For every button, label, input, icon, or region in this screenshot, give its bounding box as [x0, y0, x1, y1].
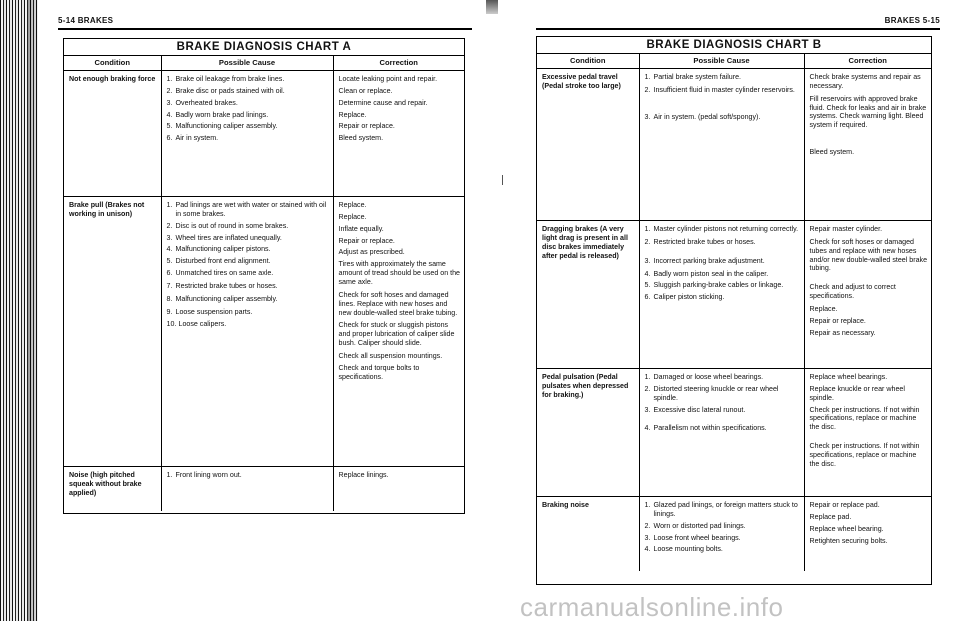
- table-row: [537, 497, 931, 571]
- table-row: [537, 369, 931, 497]
- cause-number: 4.: [644, 545, 651, 554]
- watermark-text: carmanualsonline.info: [520, 592, 784, 622]
- cause-text: Disturbed front end alignment.: [175, 257, 271, 266]
- correction-item: Bleed system.: [338, 134, 384, 143]
- cause-item: [645, 385, 800, 403]
- correction-item: Tires with approximately the same amount of tread should be used on the same axle.: [338, 260, 460, 287]
- correction-item: Check and adjust to correct specifications.: [809, 283, 896, 301]
- correction-cell: [333, 467, 464, 511]
- correction-item: Check for stuck or sluggish pistons and proper lubrication of caliper slide bush. Caliper should slide.: [338, 321, 455, 348]
- cause-item: [167, 295, 329, 304]
- chart-a-header-row: [64, 56, 464, 71]
- correction-cell: [804, 497, 931, 571]
- cause-number: 5.: [644, 281, 651, 290]
- correction-item: Repair or replace.: [338, 122, 395, 131]
- cause-text: Caliper piston sticking.: [653, 293, 725, 302]
- cause-text: Restricted brake tubes or hoses.: [653, 237, 756, 246]
- cause-item: [167, 257, 329, 266]
- cause-number: 2.: [644, 521, 651, 530]
- cause-text: Disc is out of round in some brakes.: [175, 221, 289, 230]
- cause-text: Brake disc or pads stained with oil.: [175, 86, 285, 95]
- cause-item: [645, 424, 800, 433]
- cause-text: Pad linings are wet with water or stained with oil in some brakes.: [175, 201, 327, 218]
- correction-item: Check per instructions. If not within specifications, replace or machine the disc.: [809, 442, 920, 468]
- cause-item: [167, 471, 329, 480]
- cause-item: [645, 406, 800, 415]
- possible-cause-column-header: Possible Cause: [639, 54, 804, 69]
- cause-number: 3.: [644, 533, 651, 542]
- correction-item: Determine cause and repair.: [338, 98, 428, 107]
- possible-cause-cell: [161, 197, 333, 467]
- cause-number: 6.: [166, 134, 173, 143]
- cause-item: [167, 99, 329, 108]
- correction-item: Check brake systems and repair as necessary.: [809, 73, 921, 90]
- possible-cause-cell: [639, 369, 804, 497]
- chart-a-title: BRAKE DIAGNOSIS CHART A: [64, 39, 464, 56]
- correction-item: Replace.: [338, 201, 367, 209]
- cause-item: [167, 234, 329, 243]
- cause-number: 10.: [166, 319, 177, 328]
- brake-diagnosis-chart-b: [536, 36, 932, 585]
- correction-item: Replace wheel bearing.: [809, 524, 884, 533]
- cause-item: [645, 225, 800, 234]
- cause-number: 1.: [166, 471, 173, 479]
- correction-item: Fill reservoirs with approved brake fluid. Check for leaks and air in brake systems. Check warning light. Bleed system if required.: [809, 94, 927, 130]
- correction-cell: [804, 221, 931, 369]
- correction-cell: [333, 71, 464, 197]
- condition-column-header: Condition: [537, 54, 639, 69]
- correction-item: Repair as necessary.: [809, 328, 876, 337]
- correction-item: Replace.: [338, 110, 367, 119]
- condition-cell: Pedal pulsation (Pedal pulsates when depressed for braking.): [537, 369, 639, 497]
- correction-cell: [804, 369, 931, 497]
- cause-item: [645, 73, 800, 82]
- cause-text: Malfunctioning caliper assembly.: [175, 122, 278, 131]
- correction-item: Inflate equally.: [338, 224, 384, 233]
- brake-diagnosis-chart-a: [63, 38, 465, 514]
- cause-item: [167, 75, 329, 84]
- chart-b-table: [537, 54, 931, 571]
- cause-text: Badly worn brake pad linings.: [175, 110, 269, 119]
- cause-number: 2.: [644, 384, 651, 393]
- cause-text: Incorrect parking brake adjustment.: [653, 256, 765, 265]
- condition-cell: Not enough braking force: [64, 71, 161, 197]
- cause-number: 7.: [166, 282, 173, 291]
- table-row: [64, 197, 464, 467]
- cause-text: Loose mounting bolts.: [653, 545, 723, 554]
- correction-item: Check for soft hoses or damaged tubes and replace with new hoses and/or new double-walled steel brake tubing.: [809, 237, 928, 273]
- cause-number: 3.: [644, 112, 651, 121]
- possible-cause-cell: [639, 69, 804, 221]
- cause-number: 3.: [644, 405, 651, 414]
- cause-number: 1.: [644, 501, 651, 509]
- correction-item: Repair master cylinder.: [809, 225, 883, 233]
- cause-item: [645, 501, 800, 519]
- correction-item: Check all suspension mountings.: [338, 352, 443, 361]
- right-page-header: BRAKES 5-15: [536, 16, 940, 30]
- cause-item: [167, 111, 329, 120]
- correction-item: Replace pad.: [809, 512, 852, 521]
- cause-number: 8.: [166, 294, 173, 303]
- cause-text: Loose suspension parts.: [175, 307, 253, 316]
- chart-b-title: BRAKE DIAGNOSIS CHART B: [537, 37, 931, 54]
- correction-column-header: Correction: [804, 54, 931, 69]
- cause-text: Loose front wheel bearings.: [653, 533, 741, 542]
- left-page-header: 5-14 BRAKES: [58, 16, 472, 30]
- cause-item: [645, 86, 800, 95]
- cause-number: 9.: [166, 307, 173, 316]
- correction-item: Check for soft hoses and damaged lines. Replace with new hoses and new double-walled steel brake tubing.: [338, 290, 458, 317]
- cause-text: Overheated brakes.: [175, 98, 238, 107]
- cause-text: Unmatched tires on same axle.: [175, 269, 274, 278]
- correction-item: Replace.: [809, 305, 838, 314]
- correction-item: Bleed system.: [809, 148, 855, 157]
- cause-item: [645, 534, 800, 543]
- correction-cell: [333, 197, 464, 467]
- cause-number: 4.: [644, 424, 651, 433]
- cause-item: [167, 222, 329, 231]
- condition-cell: Brake pull (Brakes not working in unison): [64, 197, 161, 467]
- table-row: [537, 221, 931, 369]
- cause-text: Worn or distorted pad linings.: [653, 521, 746, 530]
- cause-text: Air in system. (pedal soft/spongy).: [653, 112, 761, 121]
- cause-text: Parallelism not within specifications.: [653, 424, 767, 433]
- cause-item: [645, 522, 800, 531]
- cause-item: [645, 293, 800, 302]
- cause-text: Excessive disc lateral runout.: [653, 405, 746, 414]
- cause-text: Loose calipers.: [178, 319, 227, 328]
- cause-text: Master cylinder pistons not returning correctly.: [653, 225, 799, 233]
- cause-item: [645, 270, 800, 279]
- cause-text: Wheel tires are inflated unequally.: [175, 233, 282, 242]
- cause-item: [167, 201, 329, 219]
- cause-number: 2.: [644, 85, 651, 94]
- possible-cause-column-header: Possible Cause: [161, 56, 333, 71]
- cause-number: 1.: [166, 75, 173, 83]
- correction-item: Retighten securing bolts.: [809, 536, 888, 545]
- cause-number: 6.: [166, 269, 173, 278]
- cause-text: Partial brake system failure.: [653, 73, 742, 81]
- chart-b-header-row: [537, 54, 931, 69]
- page-gutter-mark: [486, 0, 498, 14]
- correction-item: Check per instructions. If not within specifications, replace or machine the disc.: [809, 405, 920, 432]
- cause-number: 1.: [644, 73, 651, 81]
- cause-number: 4.: [644, 269, 651, 278]
- correction-item: Replace wheel bearings.: [809, 373, 888, 381]
- correction-item: Replace linings.: [338, 471, 389, 479]
- condition-cell: Dragging brakes (A very light drag is present in all disc brakes immediately after pedal is released): [537, 221, 639, 369]
- correction-item: Repair or replace pad.: [809, 501, 880, 509]
- possible-cause-cell: [639, 497, 804, 571]
- cause-text: Distorted steering knuckle or rear wheel spindle.: [653, 384, 779, 402]
- cause-item: [645, 281, 800, 290]
- condition-column-header: Condition: [64, 56, 161, 71]
- cause-number: 2.: [644, 237, 651, 246]
- cause-number: 5.: [166, 122, 173, 131]
- possible-cause-cell: [161, 71, 333, 197]
- cause-item: [167, 269, 329, 278]
- correction-cell: [804, 69, 931, 221]
- cause-number: 1.: [644, 373, 651, 381]
- cause-text: Badly worn piston seal in the caliper.: [653, 269, 769, 278]
- cause-item: [167, 134, 329, 143]
- correction-item: Locate leaking point and repair.: [338, 75, 438, 83]
- cause-item: [645, 113, 800, 122]
- cause-item: [167, 320, 329, 329]
- cause-item: [645, 545, 800, 554]
- book-binding-edge: [0, 0, 38, 621]
- condition-cell: Braking noise: [537, 497, 639, 571]
- cause-text: Brake oil leakage from brake lines.: [175, 75, 285, 83]
- correction-item: Check and torque bolts to specifications.: [338, 363, 420, 381]
- cause-text: Air in system.: [175, 134, 219, 143]
- cause-text: Glazed pad linings, or foreign matters stuck to linings.: [653, 501, 798, 518]
- cause-text: Insufficient fluid in master cylinder reservoirs.: [653, 85, 795, 94]
- correction-item: Replace knuckle or rear wheel spindle.: [809, 384, 905, 402]
- correction-item: Repair or replace.: [809, 316, 866, 325]
- correction-item: Clean or replace.: [338, 86, 393, 95]
- cause-number: 4.: [166, 245, 173, 254]
- correction-item: Adjust as prescribed.: [338, 248, 405, 257]
- possible-cause-cell: [639, 221, 804, 369]
- cause-item: [645, 238, 800, 247]
- table-row: [64, 71, 464, 197]
- cause-text: Malfunctioning caliper assembly.: [175, 294, 278, 303]
- table-row: [64, 467, 464, 511]
- cause-item: [167, 87, 329, 96]
- condition-cell: Noise (high pitched squeak without brake applied): [64, 467, 161, 511]
- cause-item: [645, 257, 800, 266]
- cause-number: 3.: [644, 256, 651, 265]
- possible-cause-cell: [161, 467, 333, 511]
- cause-text: Sluggish parking-brake cables or linkage.: [653, 281, 784, 290]
- correction-item: Repair or replace.: [338, 236, 395, 245]
- cause-number: 4.: [166, 110, 173, 119]
- cause-text: Restricted brake tubes or hoses.: [175, 282, 278, 291]
- cause-text: Damaged or loose wheel bearings.: [653, 373, 764, 381]
- cause-number: 2.: [166, 221, 173, 230]
- chart-a-table: [64, 56, 464, 511]
- cause-number: 3.: [166, 98, 173, 107]
- cause-item: [167, 282, 329, 291]
- cause-number: 2.: [166, 86, 173, 95]
- cause-number: 3.: [166, 233, 173, 242]
- cause-text: Malfunctioning caliper pistons.: [175, 245, 271, 254]
- cause-text: Front lining worn out.: [175, 471, 242, 479]
- correction-item: Replace.: [338, 212, 367, 221]
- cause-number: 1.: [166, 201, 173, 209]
- cause-number: 5.: [166, 257, 173, 266]
- condition-cell: Excessive pedal travel (Pedal stroke too large): [537, 69, 639, 221]
- scan-tick-mark: [502, 175, 503, 185]
- cause-item: [167, 122, 329, 131]
- cause-item: [167, 308, 329, 317]
- cause-number: 6.: [644, 293, 651, 302]
- cause-item: [167, 245, 329, 254]
- cause-number: 1.: [644, 225, 651, 233]
- correction-column-header: Correction: [333, 56, 464, 71]
- table-row: [537, 69, 931, 221]
- cause-item: [645, 373, 800, 382]
